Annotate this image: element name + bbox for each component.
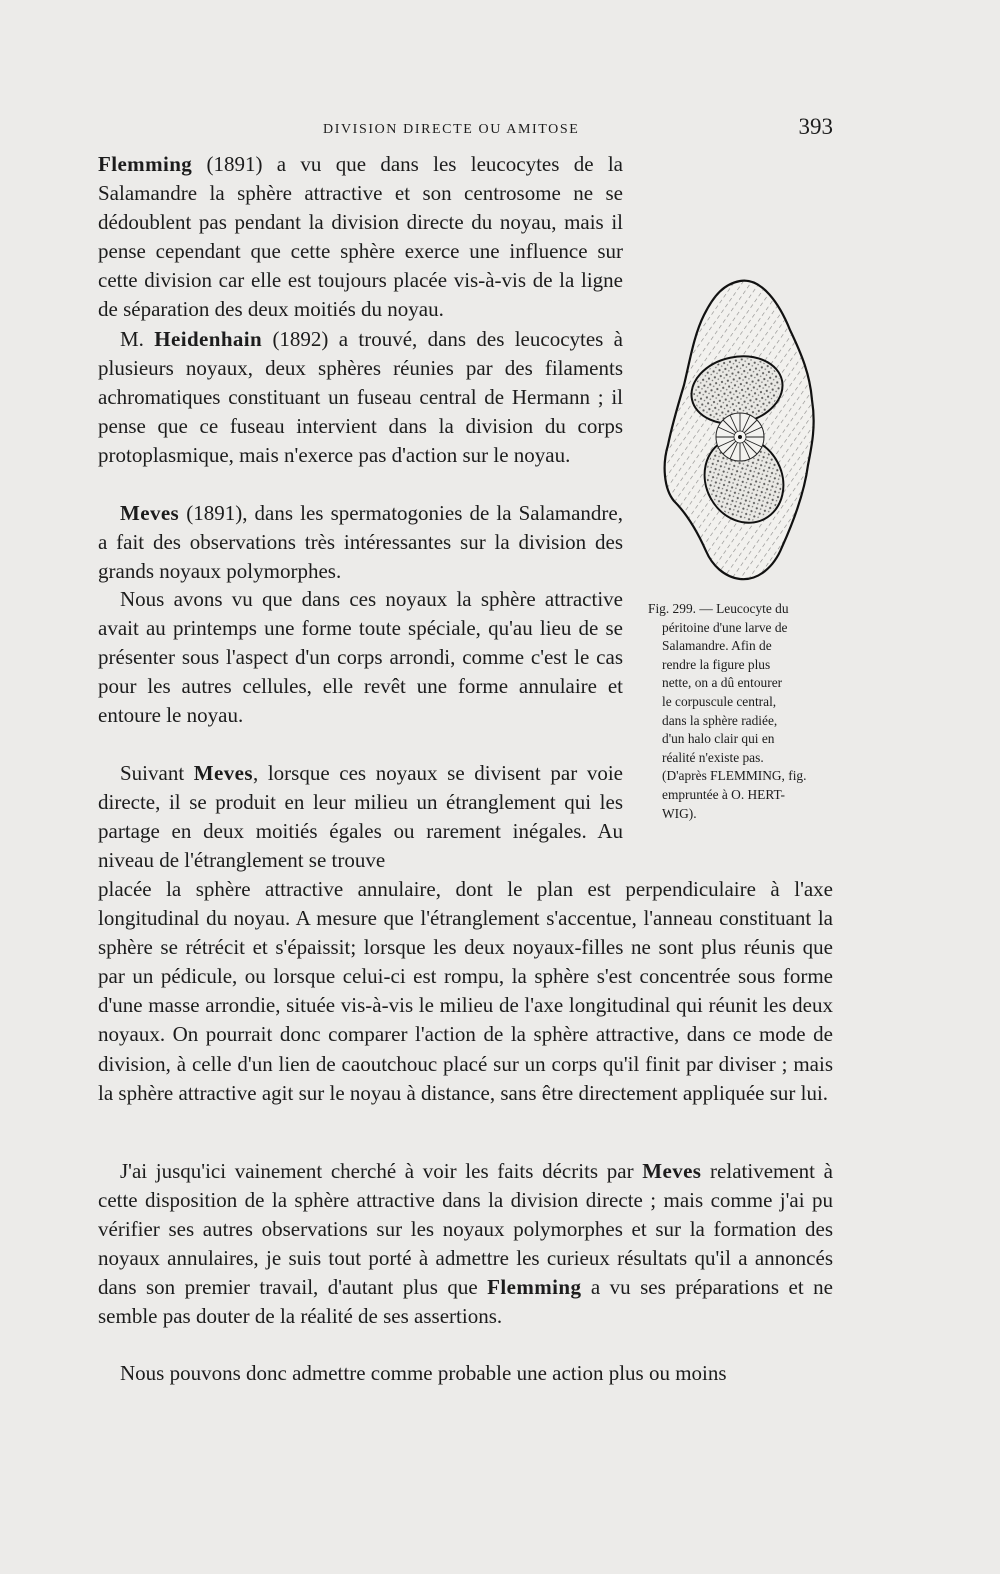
author-name: Meves <box>193 761 253 785</box>
paragraph-text: (1891) a vu que dans les leucocytes de la Salamandre la sphère attractive et son centrosome ne se dédoublent pas pendant la division directe du noyau, mais il pense cependant que cette sphère exerce une influence sur cette division car elle est toujours placée vis-à-vis de la ligne de séparation des deux moitiés du noyau. <box>98 152 623 322</box>
paragraph-sphere-form <box>98 585 623 730</box>
paragraph-conclusion <box>98 1359 833 1388</box>
paragraph-text: relativement à cette disposition de la sphère attractive dans la division directe ; mais comme j'ai pu vérifier ses autres observations sur les noyaux polymorphes et sur la formation des noyaux annulaires, je suis tout porté à admettre les curieux résultats qu'il a annoncés dans son premier travail, d'autant plus que <box>98 1159 833 1300</box>
author-name: Heidenhain <box>154 327 263 351</box>
author-name: Meves <box>642 1159 702 1183</box>
paragraph-text: a vu ses préparations et ne semble pas douter de la réalité de ses assertions. <box>98 1275 833 1329</box>
paragraph-prefix: Suivant <box>120 761 194 785</box>
paragraph-text: placée la sphère attractive annulaire, dont le plan est perpendiculaire à l'axe longitudinal du noyau. A mesure que l'étranglement s'accentue, l'anneau constituant la sphère se rétrécit et s'épaissit; lorsque les deux noyaux-filles ne sont plus réunis que par un pédicule, ou lorsque celui-ci est rompu, la sphère s'est concentrée sous forme d'une masse arrondie, située vis-à-vis le milieu de l'axe longitudinal qui réunit les deux noyaux. On pourrait donc comparer l'action de la sphère attractive, dans ce mode de division, à celle d'un lien de caoutchouc placé sur un corps qu'il finit par diviser ; mais la sphère attractive agit sur le noyau à distance, sans être directement appliquée sur lui. <box>98 877 833 1105</box>
page-number: 393 <box>798 114 833 139</box>
caption-line: (D'après FLEMMING, fig. <box>662 768 807 784</box>
caption-line: péritoine d'une larve de <box>662 619 788 635</box>
paragraph-text: (1892) a trouvé, dans des leucocytes à plusieurs noyaux, deux sphères réunies par des filaments achromatiques constituant un fuseau central de Hermann ; il pense que ce fuseau intervient dans la division du corps protoplasmique, mais n'exerce pas d'action sur le noyau. <box>98 327 623 468</box>
leucocyte-illustration <box>662 275 822 595</box>
paragraph-flemming <box>98 150 623 325</box>
paragraph-suivant-meves <box>98 759 623 875</box>
paragraph-text: , lorsque ces noyaux se divisent par voie directe, il se produit en leur milieu un étranglement qui les partage en deux moitiés égales ou rarement inégales. Au niveau de l'étranglement se trouve <box>98 761 623 873</box>
paragraph-text: Nous pouvons donc admettre comme probable une action plus ou moins <box>120 1361 727 1385</box>
paragraph-heidenhain <box>98 325 623 470</box>
running-title: DIVISION DIRECTE OU AMITOSE <box>323 122 580 137</box>
paragraph-prefix: J'ai jusqu'ici vainement cherché à voir les faits décrits par <box>120 1159 643 1183</box>
caption-line: réalité n'existe pas. <box>662 749 764 765</box>
page-header <box>98 114 833 142</box>
caption-line: dans la sphère radiée, <box>662 712 778 728</box>
paragraph-meves <box>98 499 623 586</box>
caption-line: empruntée à O. HERT- <box>662 786 785 802</box>
caption-line: Salamandre. Afin de <box>662 638 772 654</box>
author-name: Meves <box>120 501 180 525</box>
caption-line: WIG). <box>662 805 697 821</box>
paragraph-prefix: M. <box>120 327 155 351</box>
caption-line: rendre la figure plus <box>662 656 771 672</box>
leucocyte-figure <box>662 275 822 595</box>
figure-caption <box>648 600 838 823</box>
author-name: Flemming <box>487 1275 582 1300</box>
caption-line: d'un halo clair qui en <box>662 731 775 747</box>
caption-line: nette, on a dû entourer <box>662 675 783 691</box>
paragraph-author-view <box>98 1157 833 1332</box>
caption-line: Fig. 299. — Leucocyte du <box>648 601 789 616</box>
author-name: Flemming <box>98 152 193 176</box>
caption-line: le corpuscule central, <box>662 693 777 709</box>
paragraph-text: (1891), dans les spermatogonies de la Salamandre, a fait des observations très intéressantes sur la division des grands noyaux polymorphes. <box>98 501 623 584</box>
paragraph-text: Nous avons vu que dans ces noyaux la sphère attractive avait au printemps une forme toute spéciale, qu'au lieu de se présenter sous l'aspect d'un corps arrondi, comme c'est le cas pour les autres cellules, elle revêt une forme annulaire et entoure le noyau. <box>98 587 623 728</box>
paragraph-suivant-meves-continued <box>98 875 833 1108</box>
